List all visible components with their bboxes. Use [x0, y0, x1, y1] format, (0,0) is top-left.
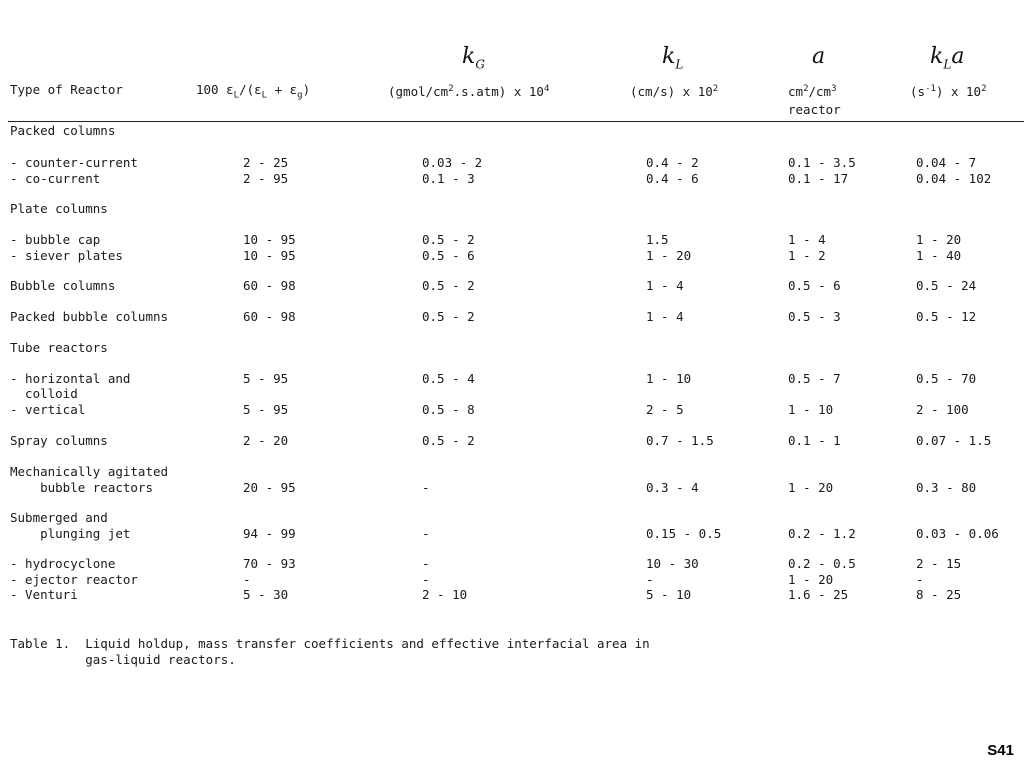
cell-a: 1 - 20	[788, 480, 834, 495]
cell-kla: 0.07 - 1.5	[916, 433, 992, 448]
cell-holdup: 10 - 95	[243, 248, 296, 263]
cell-kla: 8 - 25	[916, 587, 962, 602]
cell-kla: -	[916, 572, 924, 587]
cell-holdup: 2 - 95	[243, 171, 289, 186]
cell-reactor-type: Submerged and	[10, 510, 108, 525]
header-kg-units: $(gmol/cm^2.s.atm)$ x $10^4$	[388, 84, 550, 100]
cell-kl: 1 - 10	[646, 371, 692, 386]
cell-kla: 0.5 - 12	[916, 309, 977, 324]
header-kl-units: (cm/s) x $10^2$	[630, 84, 719, 100]
cell-kg: 0.5 - 4	[422, 371, 475, 386]
cell-holdup: 94 - 99	[243, 526, 296, 541]
cell-a: 0.1 - 3.5	[788, 155, 856, 170]
cell-a: 0.5 - 6	[788, 278, 841, 293]
cell-kg: 0.5 - 2	[422, 433, 475, 448]
cell-reactor-type: Spray columns	[10, 433, 108, 448]
cell-holdup: 5 - 95	[243, 371, 289, 386]
cell-kl: 2 - 5	[646, 402, 684, 417]
handwritten-a: a	[812, 44, 826, 69]
cell-kla: 0.3 - 80	[916, 480, 977, 495]
cell-kg: 0.5 - 2	[422, 278, 475, 293]
cell-a: 0.5 - 7	[788, 371, 841, 386]
cell-kg: 0.03 - 2	[422, 155, 483, 170]
header-a-reactor: reactor	[788, 102, 841, 117]
cell-kl: -	[646, 572, 654, 587]
cell-a: 1 - 4	[788, 232, 826, 247]
cell-reactor-type: plunging jet	[10, 526, 131, 541]
cell-kg: -	[422, 480, 430, 495]
handwritten-kg: $k_G$	[462, 44, 485, 72]
cell-kla: 0.04 - 102	[916, 171, 992, 186]
cell-kg: 0.5 - 8	[422, 402, 475, 417]
cell-kg: -	[422, 526, 430, 541]
cell-kl: 1 - 4	[646, 278, 684, 293]
handwritten-kl: $k_L$	[662, 44, 684, 72]
cell-kla: 0.03 - 0.06	[916, 526, 999, 541]
cell-kg: 0.5 - 6	[422, 248, 475, 263]
table-caption: Table 1. Liquid holdup, mass transfer coefficients and effective interfacial area in gas-liquid reactors.	[10, 636, 650, 667]
cell-reactor-type: - hydrocyclone	[10, 556, 116, 571]
cell-kl: 5 - 10	[646, 587, 692, 602]
cell-a: 1 - 20	[788, 572, 834, 587]
cell-kla: 2 - 15	[916, 556, 962, 571]
cell-holdup: 60 - 98	[243, 278, 296, 293]
cell-kg: 0.5 - 2	[422, 309, 475, 324]
cell-holdup: -	[243, 572, 251, 587]
cell-reactor-type: Bubble columns	[10, 278, 116, 293]
cell-kg: 2 - 10	[422, 587, 468, 602]
cell-reactor-type: - counter-current	[10, 155, 138, 170]
cell-reactor-type: - ejector reactor	[10, 572, 138, 587]
cell-holdup: 70 - 93	[243, 556, 296, 571]
cell-kl: 1.5	[646, 232, 669, 247]
cell-a: 1.6 - 25	[788, 587, 849, 602]
cell-kl: 0.4 - 6	[646, 171, 699, 186]
cell-a: 1 - 10	[788, 402, 834, 417]
cell-kla: 0.5 - 24	[916, 278, 977, 293]
cell-reactor-type: - vertical	[10, 402, 86, 417]
cell-kg: -	[422, 572, 430, 587]
cell-kl: 0.15 - 0.5	[646, 526, 722, 541]
cell-holdup: 20 - 95	[243, 480, 296, 495]
handwritten-kla: $k_La$	[930, 44, 965, 72]
cell-kl: 0.3 - 4	[646, 480, 699, 495]
header-kla-units: $(s^{-1})$ x $10^2$	[910, 84, 987, 100]
cell-kl: 0.7 - 1.5	[646, 433, 714, 448]
cell-reactor-type: Tube reactors	[10, 340, 108, 355]
cell-a: 0.1 - 1	[788, 433, 841, 448]
cell-reactor-type: Packed bubble columns	[10, 309, 169, 324]
cell-reactor-type: Packed columns	[10, 123, 116, 138]
cell-reactor-type: bubble reactors	[10, 480, 153, 495]
cell-a: 0.1 - 17	[788, 171, 849, 186]
cell-holdup: 5 - 30	[243, 587, 289, 602]
cell-holdup: 10 - 95	[243, 232, 296, 247]
header-rule	[8, 121, 1024, 122]
cell-a: 0.2 - 1.2	[788, 526, 856, 541]
cell-kla: 1 - 40	[916, 248, 962, 263]
slide-number: S41	[987, 742, 1014, 759]
header-a-units: $cm^2/cm^3$	[788, 84, 837, 100]
cell-kla: 0.04 - 7	[916, 155, 977, 170]
cell-kl: 10 - 30	[646, 556, 699, 571]
cell-kla: 1 - 20	[916, 232, 962, 247]
cell-a: 0.2 - 0.5	[788, 556, 856, 571]
cell-reactor-type: Mechanically agitated	[10, 464, 169, 479]
cell-kg: -	[422, 556, 430, 571]
cell-a: 0.5 - 3	[788, 309, 841, 324]
cell-a: 1 - 2	[788, 248, 826, 263]
cell-kl: 1 - 4	[646, 309, 684, 324]
cell-reactor-type: - Venturi	[10, 587, 78, 602]
cell-kla: 2 - 100	[916, 402, 969, 417]
cell-kl: 1 - 20	[646, 248, 692, 263]
cell-holdup: 2 - 20	[243, 433, 289, 448]
cell-reactor-type: - horizontal and	[10, 371, 131, 386]
cell-kg: 0.5 - 2	[422, 232, 475, 247]
cell-reactor-type: colloid	[10, 386, 78, 401]
cell-reactor-type: Plate columns	[10, 201, 108, 216]
cell-kg: 0.1 - 3	[422, 171, 475, 186]
cell-holdup: 2 - 25	[243, 155, 289, 170]
cell-kla: 0.5 - 70	[916, 371, 977, 386]
cell-holdup: 60 - 98	[243, 309, 296, 324]
cell-kl: 0.4 - 2	[646, 155, 699, 170]
header-type-of-reactor: Type of Reactor	[10, 82, 123, 97]
cell-reactor-type: - co-current	[10, 171, 101, 186]
cell-reactor-type: - bubble cap	[10, 232, 101, 247]
cell-holdup: 5 - 95	[243, 402, 289, 417]
header-holdup: 100 $\varepsilon_L/(\varepsilon_L + \varepsilon_g)$	[196, 82, 311, 101]
cell-reactor-type: - siever plates	[10, 248, 123, 263]
